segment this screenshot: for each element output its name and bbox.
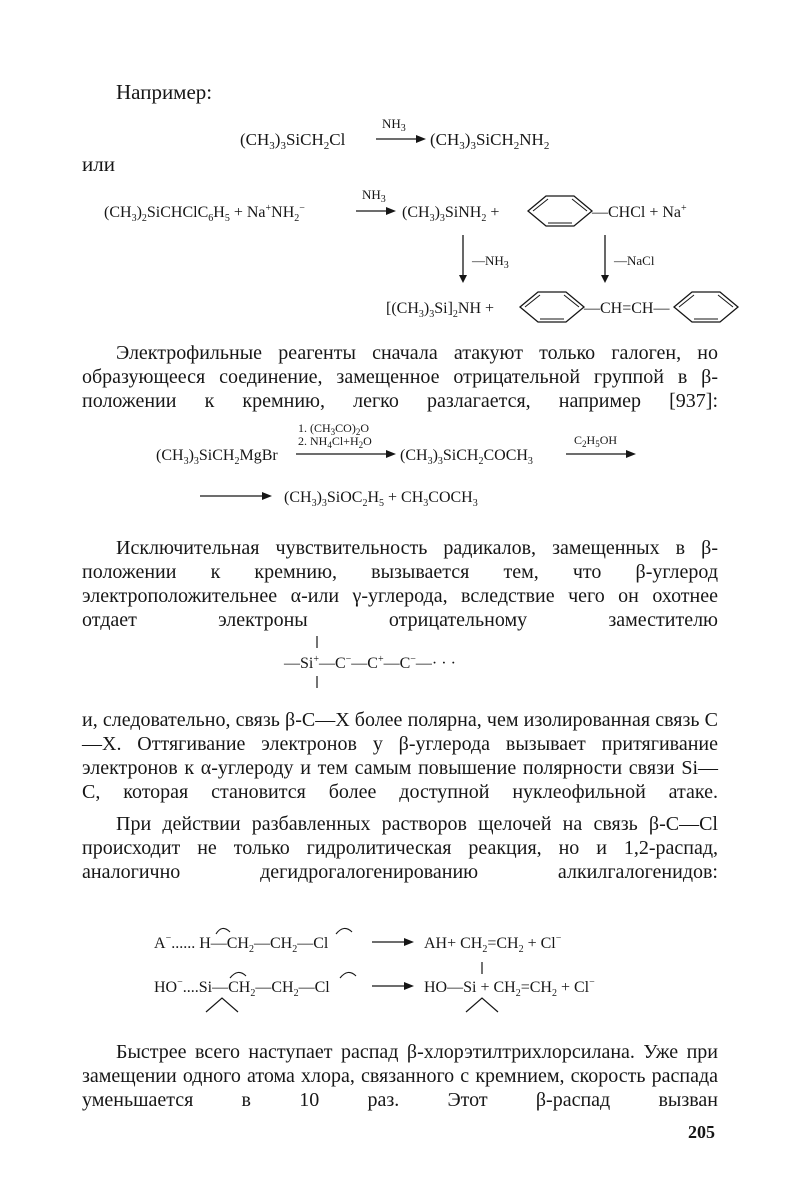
eq2-product-a: $(CH_3)_3SiNH_2$ + bbox=[402, 204, 500, 224]
mech1-curved-arrow-2 bbox=[336, 928, 352, 934]
benzene-ring-3 bbox=[674, 292, 738, 322]
mechanism-svg bbox=[150, 916, 670, 1026]
mechanism-block bbox=[150, 916, 670, 1026]
chain-text: —Si+—C−—C+—C−—· · · bbox=[284, 654, 456, 672]
equation-1-svg bbox=[240, 113, 580, 153]
equation-2 bbox=[100, 185, 740, 335]
eq3-products: $(CH_3)_3SiOC_2H_5$ + $CH_3COCH_3$ bbox=[284, 489, 478, 509]
eq2-arrowhead bbox=[386, 207, 396, 215]
eq3-middle: $(CH_3)_3SiCH_2COCH_3$ bbox=[400, 447, 533, 467]
paragraph-1 bbox=[82, 341, 718, 413]
mech2-left: $HO^-....Si—CH_2—CH_2—Cl$ bbox=[154, 977, 330, 999]
paragraph-1-text: Электрофильные реагенты сначала атакуют только галоген, но образующееся соединение, замещенное отрицательной группой в β-положении к кремнию, легко разлагается, например [937]: bbox=[82, 342, 718, 412]
eq2-reagent: $NH_3$ bbox=[362, 187, 386, 205]
benzene-ring-2 bbox=[520, 292, 584, 322]
eq2-left: $(CH_3)_2SiCHClC_6H_5 + Na^+NH_2^-$ bbox=[104, 203, 305, 224]
benzene-ring-1 bbox=[528, 196, 592, 226]
eq2-bottom-right: —CH=CH— bbox=[584, 300, 670, 317]
eq3-arrowhead-3 bbox=[262, 492, 272, 500]
paragraph-2 bbox=[82, 536, 718, 632]
branch-arrowhead-right bbox=[601, 275, 609, 283]
mech2-right: HO—Si + $CH_2=CH_2 + Cl^-$ bbox=[424, 977, 595, 999]
paragraph-3-text: и, следовательно, связь β-C—X более полярна, чем изолированная связь C—X. Оттягивание электронов у β-углерода вызывает притягивание электронов к α-углероду и тем самым повышение полярности связи Si—C, которая становится более доступной нуклеофильной атаке. bbox=[82, 709, 718, 803]
mech2-curved-arrow-2 bbox=[340, 972, 356, 978]
paragraph-5 bbox=[82, 1040, 718, 1112]
or-word: или bbox=[82, 152, 115, 176]
chain-formula-svg bbox=[280, 632, 540, 694]
eq2-bottom-left: $[(CH_3)_3Si]_2NH$ + bbox=[386, 300, 495, 320]
eq1-right: $(CH_3)_3SiCH_2NH_2$ bbox=[430, 130, 550, 152]
mech2-si-branches-right bbox=[466, 998, 498, 1012]
eq1-reagent: $NH_3$ bbox=[382, 116, 406, 134]
mech1-left: A−...... $H—CH_2—CH_2—Cl$ bbox=[154, 933, 329, 955]
paragraph-4 bbox=[82, 812, 718, 884]
chain-formula bbox=[280, 632, 540, 694]
branch-right-label: —NaCl bbox=[614, 253, 655, 268]
mech2-curved-arrow-1 bbox=[230, 972, 246, 978]
eq3-reagent-2: $C_2H_5OH$ bbox=[574, 433, 618, 449]
eq3-arrowhead-2 bbox=[626, 450, 636, 458]
eq3-arrowhead-1 bbox=[386, 450, 396, 458]
equation-1 bbox=[240, 113, 580, 153]
equation-2-svg bbox=[100, 185, 740, 335]
eq2-product-b: —CHCl + Na+ bbox=[592, 203, 687, 221]
eq1-left: $(CH_3)_3SiCH_2Cl$ bbox=[240, 130, 346, 152]
branch-arrowhead-left bbox=[459, 275, 467, 283]
paragraph-4-text: При действии разбавленных растворов щелочей на связь β-C—Cl происходит не только гидролитическая реакция, но и 1,2-распад, аналогично дегидрогалогенированию алкилгалогенидов: bbox=[82, 813, 718, 883]
paragraph-5-text: Быстрее всего наступает распад β-хлорэтилтрихлорсилана. Уже при замещении одного атома хлора, связанного с кремнием, скорость распада уменьшается в 10 раз. Этот β-распад вызван bbox=[82, 1041, 718, 1111]
page-number: 205 bbox=[688, 1122, 715, 1142]
equation-3-svg bbox=[150, 418, 650, 518]
mech2-si-branches-left bbox=[206, 998, 238, 1012]
mech1-right: $AH+ CH_2=CH_2 + Cl^-$ bbox=[424, 933, 562, 955]
intro-text: Например: bbox=[116, 80, 213, 104]
branch-left-label: $—NH_3$ bbox=[472, 253, 509, 271]
equation-3 bbox=[150, 418, 650, 518]
eq3-cond1: 1. $(CH_3CO)_2O$ bbox=[298, 421, 370, 437]
mech1-curved-arrow-1 bbox=[216, 928, 230, 934]
paragraph-3 bbox=[82, 708, 718, 804]
eq3-cond2: 2. $NH_4Cl+H_2O$ bbox=[298, 434, 372, 450]
paragraph-2-text: Исключительная чувствительность радикалов, замещенных в β-положении к кремнию, вызывается тем, что β-углерод электроположительнее α-или γ-углерода, вследствие чего он охотнее отдает электроны отрицательному заместителю bbox=[82, 537, 718, 631]
mech2-arrowhead bbox=[404, 982, 414, 990]
mech1-arrowhead bbox=[404, 938, 414, 946]
eq1-arrowhead bbox=[416, 135, 426, 143]
eq3-left: $(CH_3)_3SiCH_2MgBr$ bbox=[156, 447, 278, 467]
